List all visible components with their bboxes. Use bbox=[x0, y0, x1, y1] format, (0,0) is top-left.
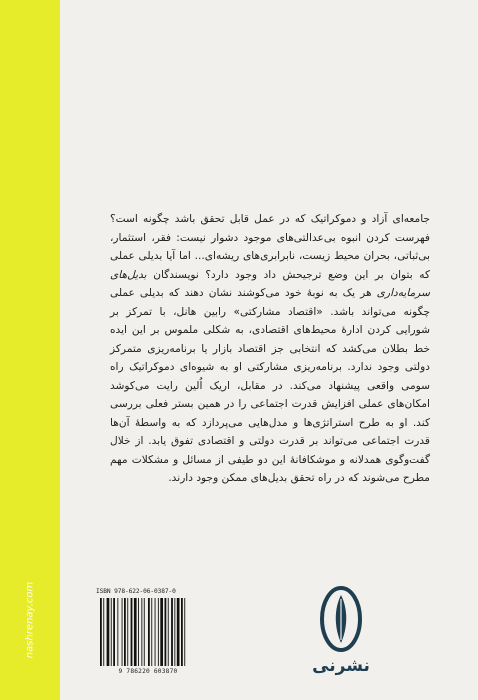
blurb-book-title: بدیل‌های سرمایه‌داری bbox=[110, 268, 430, 299]
spine-website-text: nashrenay.com bbox=[24, 581, 36, 659]
barcode-bars bbox=[100, 598, 196, 666]
spine-stripe bbox=[0, 0, 60, 700]
back-cover-blurb bbox=[110, 210, 430, 488]
reed-in-oval-icon bbox=[319, 585, 363, 653]
barcode-number: 9 786220 603870 bbox=[118, 668, 178, 675]
blurb-text-part1: جامعه‌ای آزاد و دموکراتیک که در عمل قابل تحقق باشد چگونه است؟ فهرست کردن انبوه بی‌عدالتی‌های موجود دشوار نیست: فقر، استثمار، بی‌ثباتی، بحران محیط زیست، نابرابری‌های ریشه‌ای... اما آیا بدیلی عملی که بتوان بر این وضع ترجیحش داد وجود دارد؟ نویسندگان bbox=[110, 213, 430, 281]
blurb-text-part2: هر یک به نوبهٔ خود می‌کوشند نشان دهند که بدیلی عملی چگونه می‌تواند باشد. «اقتصاد مشارکتی» رابین هانل، با تمرکز بر شورایی کردن ادارهٔ محیط‌های اقتصادی، به شکلی ملموس بر این ایده خط بطلان می‌کشد که انتخابی جز اقتصاد بازار یا برنامه‌ریزی متمرکز دولتی وجود ندارد. برنامه‌ریزی مشارکتی او به شیوه‌ای دموکراتیک راه سومی واقعی پیشنهاد می‌کند. در مقابل، اریک اُلین رایت می‌کوشد امکان‌های عملی افزایش قدرت اجتماعی را در همین بستر فعلی بررسی کند. او به طرح استراتژی‌ها و مدل‌هایی می‌پردازد که به واسطهٔ آن‌ها قدرت اجتماعی می‌تواند بر قدرت دولتی و اقتصادی تفوق یابد. از خلال گفت‌وگوی همدلانه و موشکافانهٔ این دو طیفی از مسائل و مشکلات مهم مطرح می‌شوند که در راه تحقق بدیل‌های ممکن وجود دارند. bbox=[110, 287, 430, 484]
publisher-name: نشرنی bbox=[312, 656, 370, 676]
barcode bbox=[96, 588, 200, 678]
isbn-label: ISBN 978-622-06-0387-0 bbox=[96, 588, 176, 595]
